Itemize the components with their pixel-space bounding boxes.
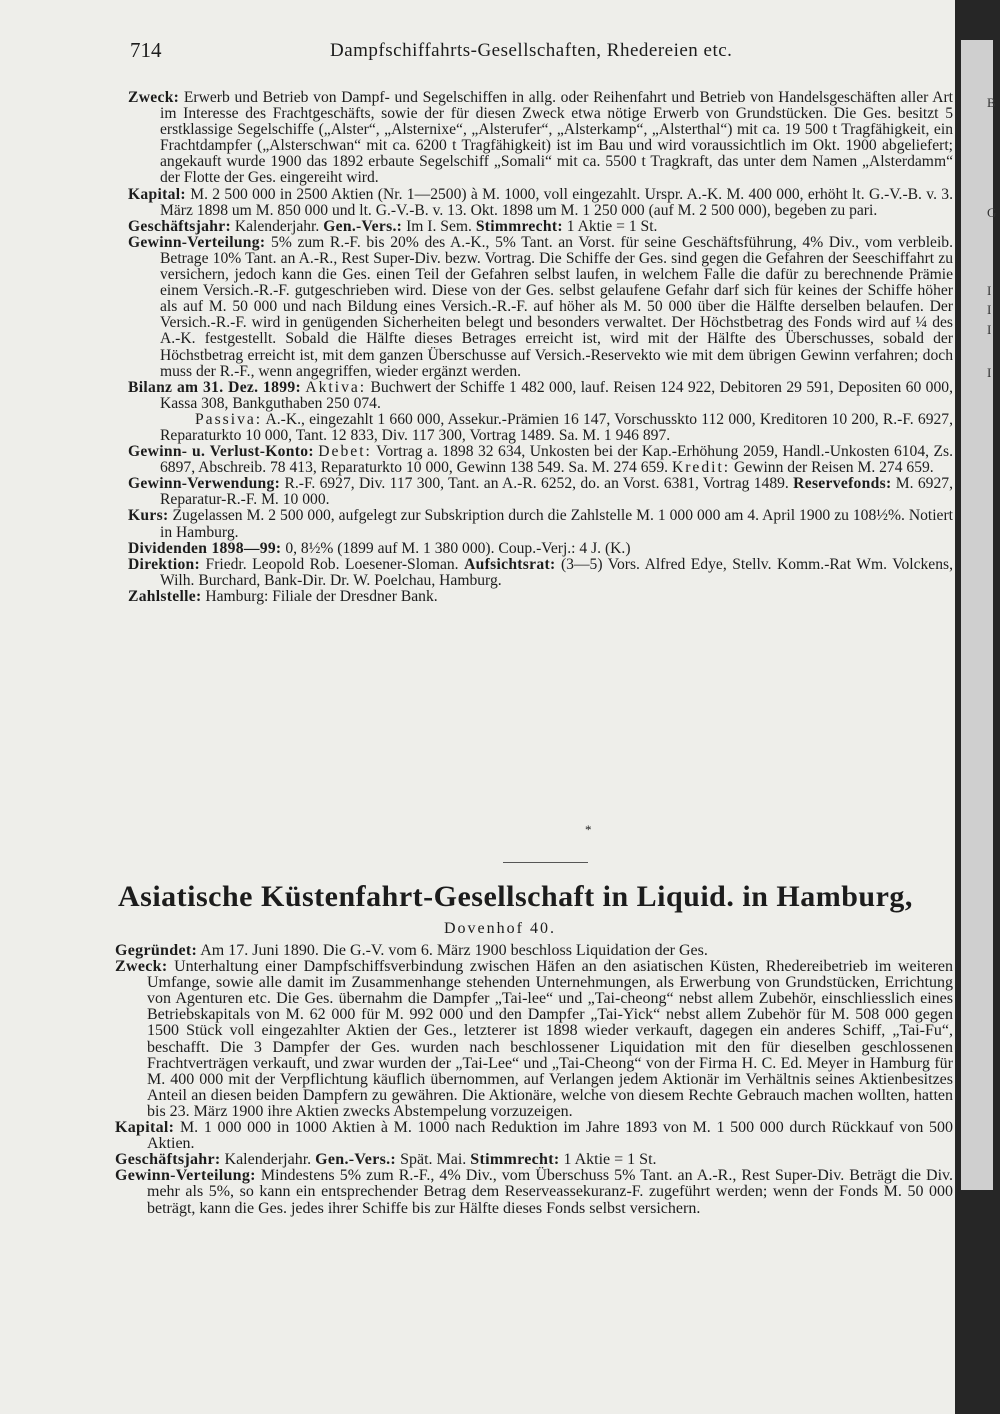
geschaeftsjahr-entry-2 <box>115 1152 953 1168</box>
facing-page-mark: G <box>987 205 997 220</box>
facing-page-strip <box>961 40 997 1190</box>
zweck-label: Zweck: <box>128 89 180 106</box>
kurs-text: Zugelassen M. 2 500 000, aufgelegt zur Subskription durch die Zahlstelle M. 1 000 000 am 4. April 1900 zu 108½%. Notiert in Hamburg. <box>160 507 953 541</box>
facing-page-mark: I <box>987 365 992 380</box>
zweck-entry-2 <box>115 959 953 1120</box>
aufsichtsrat-text: (3—5) Vors. Alfred Edye, Stellv. Komm.-Rat Wm. Volckens, Wilh. Burchard, Bank-Dir. Dr. W. Poelchau, Hamburg. <box>160 555 953 589</box>
passiva-text: A.-K., eingezahlt 1 660 000, Assekur.-Prämien 16 147, Vorschusskto 112 000, Kreditoren 10 200, R.-F. 6927, Reparaturkto 10 000, Tant. 12 833, Div. 117 300, Vortrag 1489. Sa. M. 1 946 897. <box>160 410 953 444</box>
page-number: 714 <box>130 38 162 62</box>
geschaeftsjahr-text: Kalenderjahr. <box>234 217 320 235</box>
direktion-entry <box>128 557 953 589</box>
company-entry-1 <box>128 90 953 605</box>
debet-label: Debet: <box>318 443 372 461</box>
dividenden-text: 0, 8½% (1899 auf M. 1 380 000). Coup.-Verj.: 4 J. (K.) <box>285 539 631 557</box>
kurs-entry <box>128 508 953 540</box>
kredit-label: Kredit: <box>671 459 731 477</box>
company-address: Dovenhof 40. <box>444 920 556 937</box>
gewinn-verwendung-label: Gewinn-Verwendung: <box>128 475 281 493</box>
direktion-text: Friedr. Leopold Rob. Loesener-Sloman. <box>205 555 459 573</box>
debet-text: Vortrag a. 1898 32 634, Unkosten bei der Kap.-Erhöhung 2059, Handl.-Unkosten 6104, Zs. 6897, Abschreib. 78 413, Reparaturkto 10 000, Gewinn 138 549. Sa. M. 274 659. <box>160 443 953 477</box>
gewinn-verteilung-entry-2 <box>115 1168 953 1216</box>
dividenden-entry <box>128 541 953 557</box>
stimmrecht-label: Stimmrecht: <box>475 217 563 235</box>
kapital-entry <box>128 187 953 219</box>
section-divider <box>503 862 588 863</box>
gewinn-verlust-entry <box>128 444 953 476</box>
geschaeftsjahr-label: Geschäftsjahr: <box>128 217 231 235</box>
book-spine <box>955 0 1000 1414</box>
passiva-entry <box>128 412 953 444</box>
gegruendet-entry <box>115 943 953 959</box>
reservefonds-text: M. 6927, Reparatur-R.-F. M. 10 000. <box>160 475 953 509</box>
gewinn-verlust-label: Gewinn- u. Verlust-Konto: <box>128 443 314 461</box>
dividenden-label: Dividenden 1898—99: <box>128 539 282 557</box>
aktiva-label: Aktiva: <box>305 378 367 396</box>
zahlstelle-text: Hamburg: Filiale der Dresdner Bank. <box>205 587 438 605</box>
geschaeftsjahr-label-2: Geschäftsjahr: <box>115 1151 221 1169</box>
zweck-text: Erwerb und Betrieb von Dampf- und Segelschiffen in allg. oder Reihenfahrt und Betrieb von Handelsgeschäften aller Art im Interesse des Frachtgeschäfts, sowie der für diesen Zweck etwa nötige Erwerb von Grundstücken. Die Ges. besitzt 5 erstklassige Segelschiffe („Alster“, „Alsternixe“, „Alsterufer“, „Alsterkamp“, „Alsterthal“) mit ca. 19 500 t Tragfähigkeit, ein Frachtdampfer („Alsterschwan“ mit ca. 6200 t Tragfähigkeit) ist im Bau und wird voraussichtlich im Okt. 1900 abgeliefert; angekauft wurde 1900 das 1892 erbaute Segelschiff „Somali“ mit ca. 5500 t Tragkraft, das unter dem Namen „Alsterdamm“ der Flotte der Ges. eingereiht wird. <box>160 89 954 187</box>
kapital-label: Kapital: <box>128 185 186 203</box>
gewinn-verteilung-entry <box>128 235 953 380</box>
kapital-text: M. 2 500 000 in 2500 Aktien (Nr. 1—2500) à M. 1000, voll eingezahlt. Urspr. A.-K. M. 400 000, erhöht lt. G.-V.-B. v. 3. März 1898 um M. 850 000 und lt. G.-V.-B. v. 13. Okt. 1898 um M. 1 250 000 (auf M. 2 500 000), begeben zu pari. <box>160 185 953 219</box>
kapital-label-2: Kapital: <box>115 1119 175 1137</box>
zweck-label-2: Zweck: <box>115 958 168 976</box>
gegruendet-text: Am 17. Juni 1890. Die G.-V. vom 6. März 1900 beschloss Liquidation der Ges. <box>200 942 708 959</box>
page-header <box>130 38 930 62</box>
passiva-label: Passiva: <box>195 410 263 428</box>
company-title: Asiatische Küstenfahrt-Gesellschaft in Liquid. in Hamburg, <box>118 880 913 913</box>
direktion-label: Direktion: <box>128 555 201 573</box>
gewinn-verteilung-label-2: Gewinn-Verteilung: <box>115 1167 256 1185</box>
kredit-text: Gewinn der Reisen M. 274 659. <box>734 459 934 477</box>
kurs-label: Kurs: <box>128 507 169 525</box>
gen-vers-label: Gen.-Vers.: <box>323 217 403 235</box>
gen-vers-text-2: Spät. Mai. <box>400 1151 467 1169</box>
gen-vers-text: Im I. Sem. <box>406 217 472 235</box>
aufsichtsrat-label: Aufsichtsrat: <box>464 555 556 573</box>
stimmrecht-text-2: 1 Aktie = 1 St. <box>563 1151 657 1169</box>
facing-page-mark: I <box>987 283 992 298</box>
zahlstelle-entry <box>128 589 953 605</box>
zahlstelle-mark: * <box>585 822 592 837</box>
zweck-text-2: Unterhaltung einer Dampfschiffsverbindung zwischen Häfen an den asiatischen Küsten, Rhedereibetrieb im weiteren Umfange, sowie alle damit im Zusammenhange stehenden Unternehmungen, als Erwerbung von Grundstücken, Errichtung von Agenturen etc. Die Ges. übernahm die Dampfer „Tai-lee“ und „Tai-cheong“ nebst allem Zubehör, einschliesslich eines Betriebskapitals von M. 62 000 für M. 992 000 und den Dampfer „Tai-Yick“ nebst allem Zubehör für M. 508 000 gegen 1500 Stück voll eingezahlter Aktien der Ges., letzterer ist 1898 wieder verkauft, dagegen ein anderes Schiff, „Tai-Fu“, beschafft. Die 3 Dampfer der Ges. wurden nach beschlossener Liquidation mit den für dieselben geschlossenen Frachtverträgen verkauft, und zwar wurden der „Tai-Lee“ und „Tai-Cheong“ von der Firma H. C. Ed. Meyer in Hamburg für M. 400 000 mit der Verpflichtung käuflich übernommen, auf Verlangen jedem Aktionär im Verhältnis seines Aktienbesitzes Anteil an diesen beiden Dampfern zu gewähren. Die Aktionäre, welche von diesem Rechte Gebrauch machen wollten, hatten bis 23. März 1900 ihre Aktien zwecks Abstempelung vorzuzeigen. <box>147 958 954 1120</box>
kapital-text-2: M. 1 000 000 in 1000 Aktien à M. 1000 nach Reduktion im Jahre 1893 von M. 1 500 000 durch Rückkauf von 500 Aktien. <box>147 1119 953 1153</box>
gegruendet-label: Gegründet: <box>115 942 198 959</box>
running-head: Dampfschiffahrts-Gesellschaften, Rhedereien etc. <box>330 40 733 61</box>
geschaeftsjahr-entry <box>128 219 953 235</box>
geschaeftsjahr-text-2: Kalenderjahr. <box>224 1151 312 1169</box>
bilanz-entry <box>128 380 953 412</box>
facing-page-mark: B <box>987 95 996 110</box>
facing-page-mark: I <box>987 322 992 337</box>
gewinn-verwendung-entry <box>128 476 953 508</box>
kapital-entry-2 <box>115 1120 953 1152</box>
reservefonds-label: Reservefonds: <box>793 475 892 493</box>
gewinn-verteilung-label: Gewinn-Verteilung: <box>128 233 266 251</box>
zahlstelle-label: Zahlstelle: <box>128 587 202 605</box>
bilanz-label: Bilanz am 31. Dez. 1899: <box>128 378 301 396</box>
zweck-entry <box>128 90 953 187</box>
company-entry-2 <box>115 943 953 1217</box>
gewinn-verteilung-text-2: Mindestens 5% zum R.-F., 4% Div., vom Überschuss 5% Tant. an A.-R., Rest Super-Div. Beträgt die Div. mehr als 5%, so kann ein entsprechender Betrag dem Reserveassekuranz-F. zugeführt werden; wenn der Fonds M. 50 000 beträgt, kann die Ges. jedes ihrer Schiffe bis zur Hälfte dieses Fonds selbst versichern. <box>147 1167 953 1217</box>
gen-vers-label-2: Gen.-Vers.: <box>315 1151 397 1169</box>
stimmrecht-text: 1 Aktie = 1 St. <box>566 217 658 235</box>
facing-page-mark: I <box>987 302 992 317</box>
stimmrecht-label-2: Stimmrecht: <box>470 1151 560 1169</box>
gewinn-verwendung-text: R.-F. 6927, Div. 117 300, Tant. an A.-R. 6252, do. an Vorst. 6381, Vortrag 1489. <box>284 475 789 493</box>
gewinn-verteilung-text: 5% zum R.-F. bis 20% des A.-K., 5% Tant. an Vorst. für seine Geschäftsführung, 4% Div., vom verbleib. Betrage 10% Tant. an A.-R., Rest Super-Div. bezw. Vortrag. Die Schiffe der Ges. sind gegen die Gefahren der Seeschiffahrt zu versichern, jedoch kann die Ges. einen Teil der Gefahren selbst laufen, in welchem Falle die dafür zu berechnende Prämie einem Versich.-R.-F. gutgeschrieben wird. Diese von der Ges. selbst gelaufene Gefahr darf sich für keines der Schiffe höher als auf M. 50 000 und nach Bildung eines Versich.-R.-F. auf höher als M. 50 000 über die Hälfte derselben belaufen. Der Versich.-R.-F. wird in genügenden Sicherheiten belegt und besonders verwaltet. Der Höchstbetrag des Fonds wird auf ¼ des A.-K. festgestellt. Sobald die Hälfte dieses Betrages erreicht ist, wird mit der Hälfte des Überschusses, sobald der Höchstbetrag erreicht ist, mit dem ganzen Überschusse auf Versich.-Reservekto wie mit dem übrigen Gewinn verfahren; doch muss der R.-F., wenn angegriffen, wieder ergänzt werden. <box>160 233 953 380</box>
aktiva-text: Buchwert der Schiffe 1 482 000, lauf. Reisen 124 922, Debitoren 29 591, Depositen 60 000, Kassa 308, Bankguthaben 250 074. <box>160 378 953 412</box>
